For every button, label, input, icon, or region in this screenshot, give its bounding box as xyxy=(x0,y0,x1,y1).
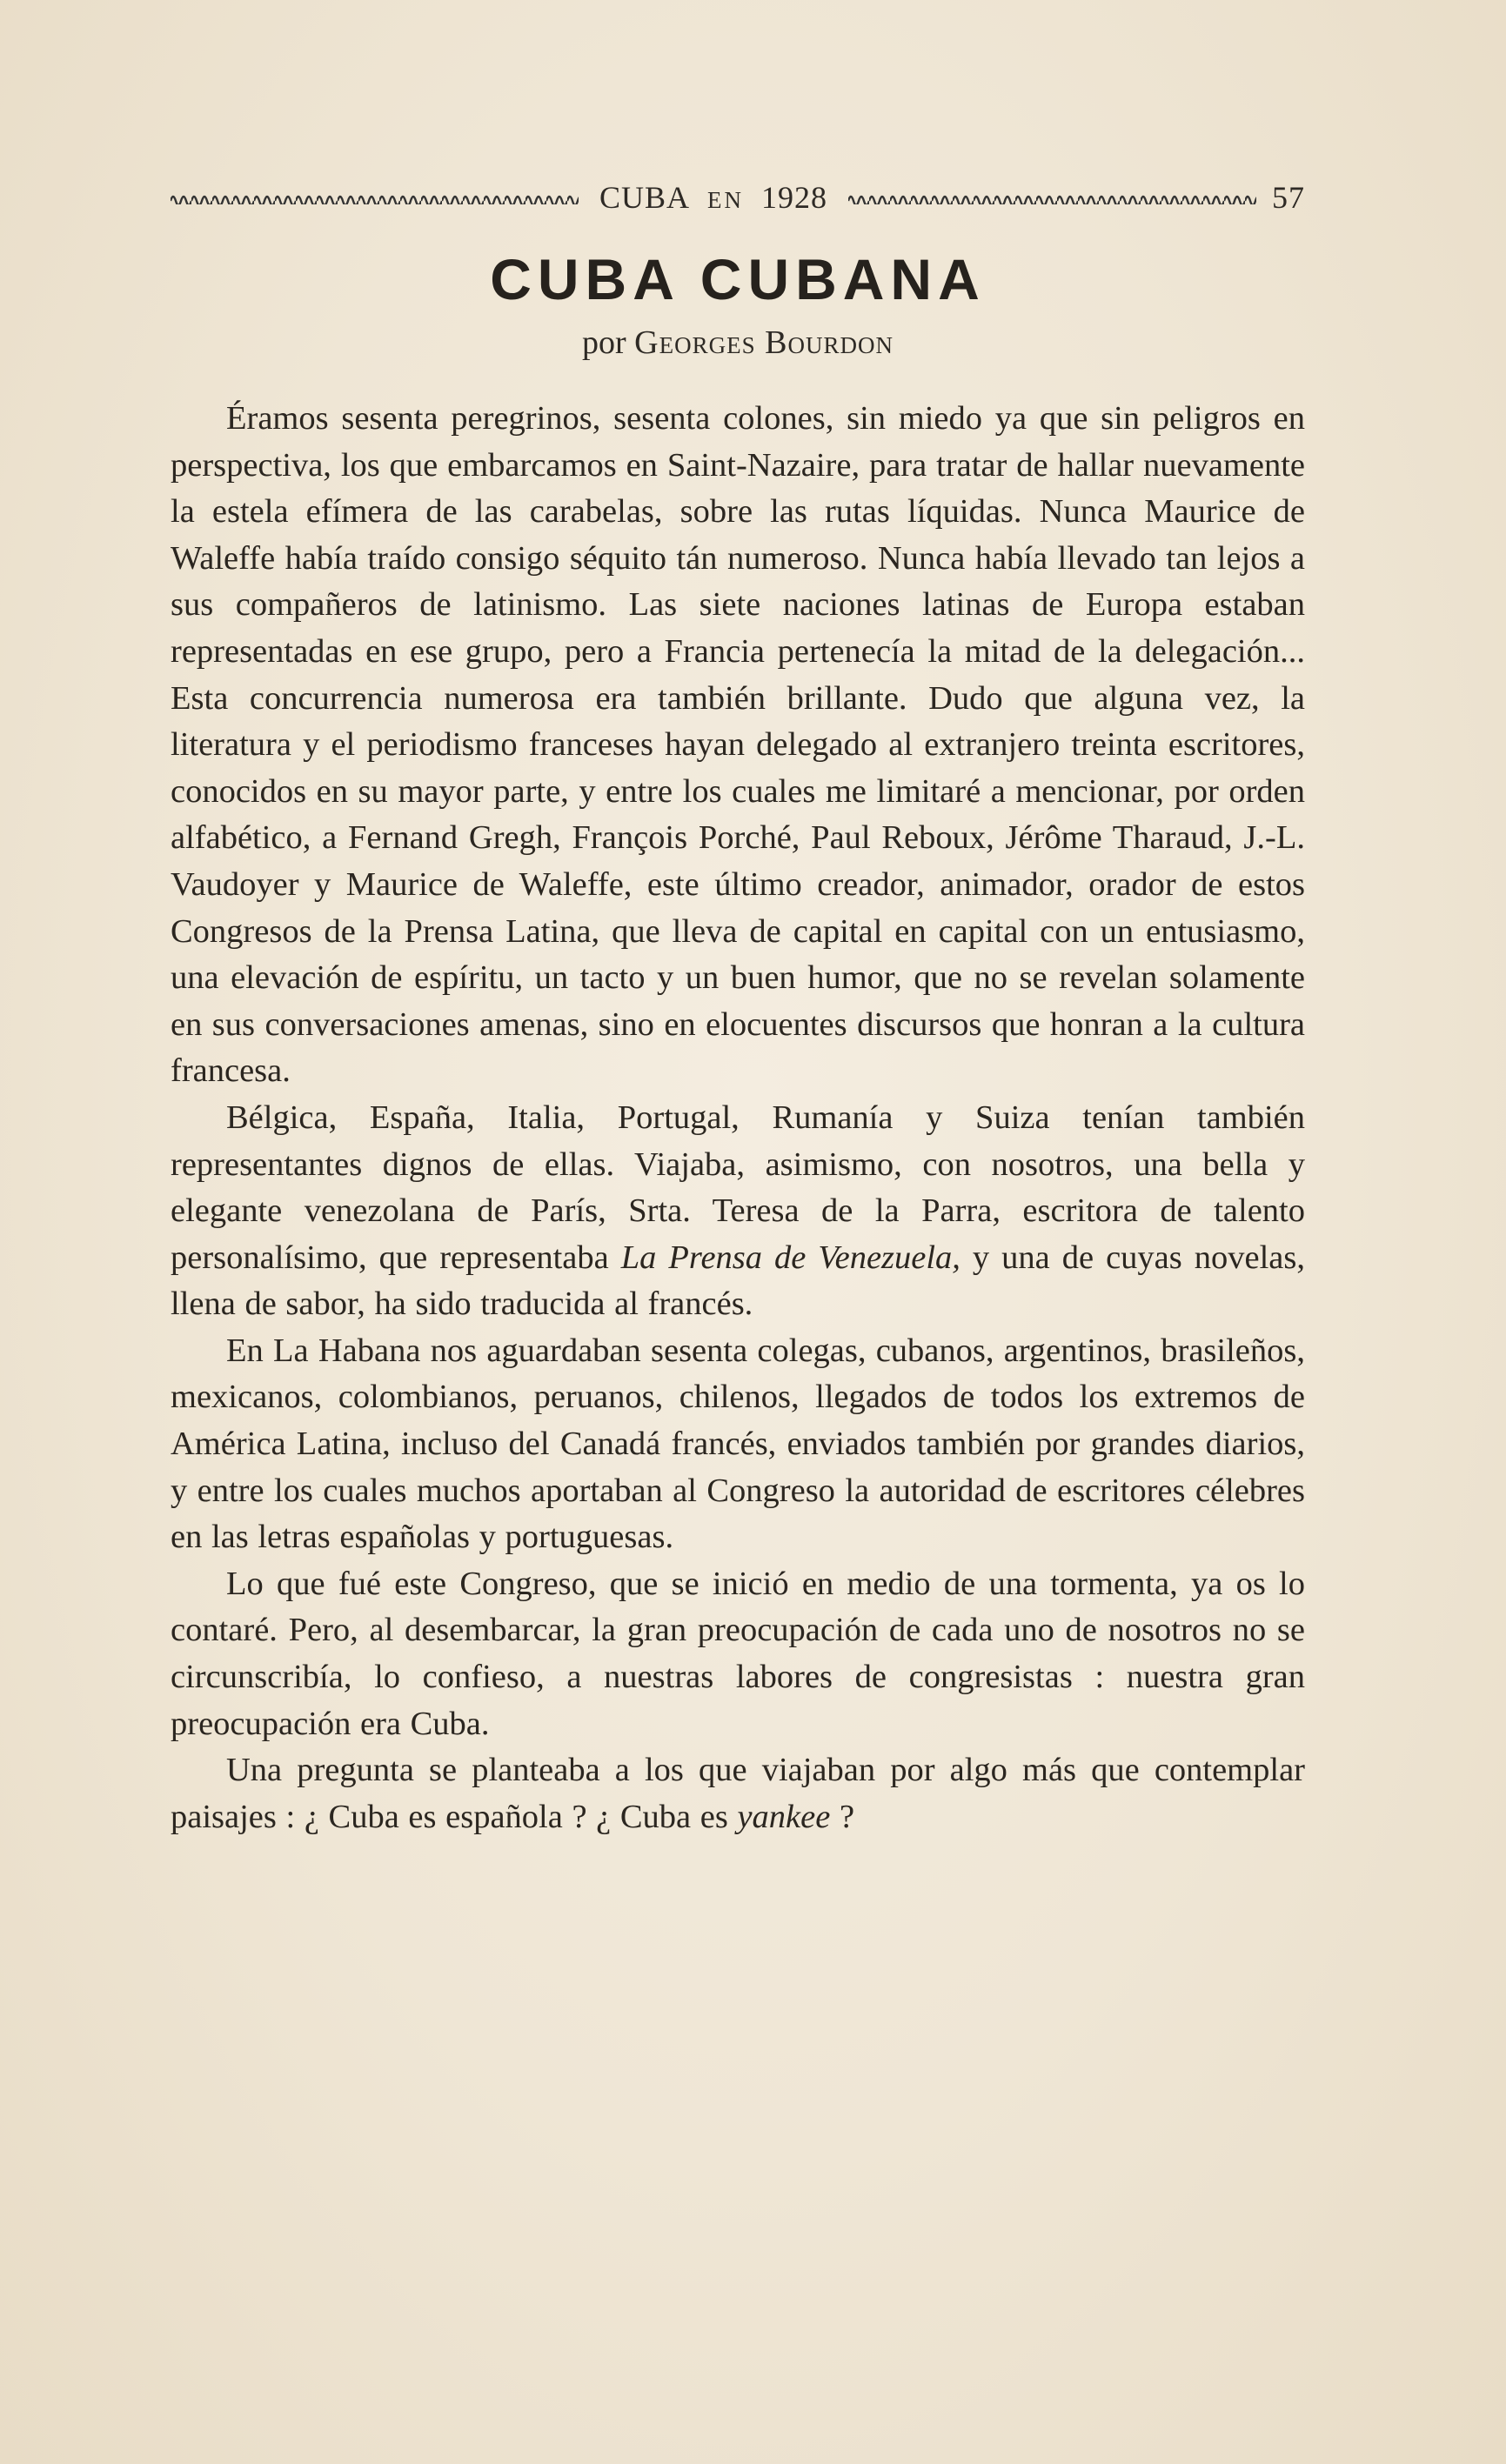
running-head-cuba: CUBA xyxy=(599,180,691,215)
article-body xyxy=(171,396,1305,1840)
running-head xyxy=(171,177,1305,218)
running-head-title xyxy=(599,179,827,216)
page-number: 57 xyxy=(1272,180,1305,215)
wavy-ornament-right xyxy=(848,190,1256,204)
newspaper-title: La Prensa de Venezuela, xyxy=(620,1239,960,1276)
byline-prefix: por xyxy=(582,324,626,361)
article-title: CUBA CUBANA xyxy=(490,247,986,311)
paragraph-2-text-before: Bélgica, España, Italia, Portugal, Rumanía y Suiza tenían también representantes dignos de ellas. Viajaba, asimismo, con nosotros, una bella y elegante venezolana de París, Srta. Teresa de la Parra, escritora de talento personalísimo, que representaba xyxy=(171,1098,1305,1276)
wavy-ornament-left xyxy=(171,190,579,204)
paragraph-5 xyxy=(171,1747,1305,1840)
paragraph-3: En La Habana nos aguardaban sesenta colegas, cubanos, argentinos, brasileños, mexicanos, colombianos, peruanos, chilenos, llegados de todos los extremos de América Latina, incluso del Canadá francés, enviados también por grandes diarios, y entre los cuales muchos aportaban al Congreso la autoridad de escritores célebres en las letras españolas y portuguesas. xyxy=(171,1332,1305,1556)
byline xyxy=(171,324,1305,362)
running-head-year: 1928 xyxy=(761,180,828,215)
paragraph-2 xyxy=(171,1095,1305,1328)
paragraph-5-text-before: Una pregunta se planteaba a los que viajaban por algo más que contemplar paisajes : ¿ Cuba es española ? ¿ Cuba es xyxy=(171,1752,1305,1835)
italic-word-yankee: yankee xyxy=(737,1798,831,1835)
paragraph-1: Éramos sesenta peregrinos, sesenta colones, sin miedo ya que sin peligros en perspectiva, los que embarcamos en Saint-Nazaire, para tratar de hallar nuevamente la estela efímera de las carabelas, sobre las rutas líquidas. Nunca Maurice de Waleffe había traído consigo séquito tán numeroso. Nunca había llevado tan lejos a sus compañeros de latinismo. Las siete naciones latinas de Europa estaban representadas en ese grupo, pero a Francia pertenecía la mitad de la delegación... Esta concurrencia numerosa era también brillante. Dudo que alguna vez, la literatura y el periodismo franceses hayan delegado al extranjero treinta escritores, conocidos en su mayor parte, y entre los cuales me limitaré a mencionar, por orden alfabético, a Fernand Gregh, François Porché, Paul Reboux, Jérôme Tharaud, J.-L. Vaudoyer y Maurice de Waleffe, este último creador, animador, orador de estos Congresos de la Prensa Latina, que lleva de capital en capital con un entusiasmo, una elevación de espíritu, un tacto y un buen humor, que no se revelan solamente en sus conversaciones amenas, sino en elocuentes discursos que honran a la cultura francesa. xyxy=(171,400,1305,1090)
paragraph-5-text-after: ? xyxy=(830,1798,855,1835)
paragraph-2-text-after: y una de cuyas novelas, llena de sabor, ha sido traducida al francés. xyxy=(171,1239,1305,1323)
running-head-en: EN xyxy=(707,187,745,213)
paragraph-4: Lo que fué este Congreso, que se inició en medio de una tormenta, ya os lo contaré. Pero, al desembarcar, la gran preocupación de cada uno de nosotros no se circunscribía, lo confieso, a nuestras labores de congresistas : nuestra gran preocupación era Cuba. xyxy=(171,1565,1305,1742)
byline-author: Georges Bourdon xyxy=(634,324,894,361)
